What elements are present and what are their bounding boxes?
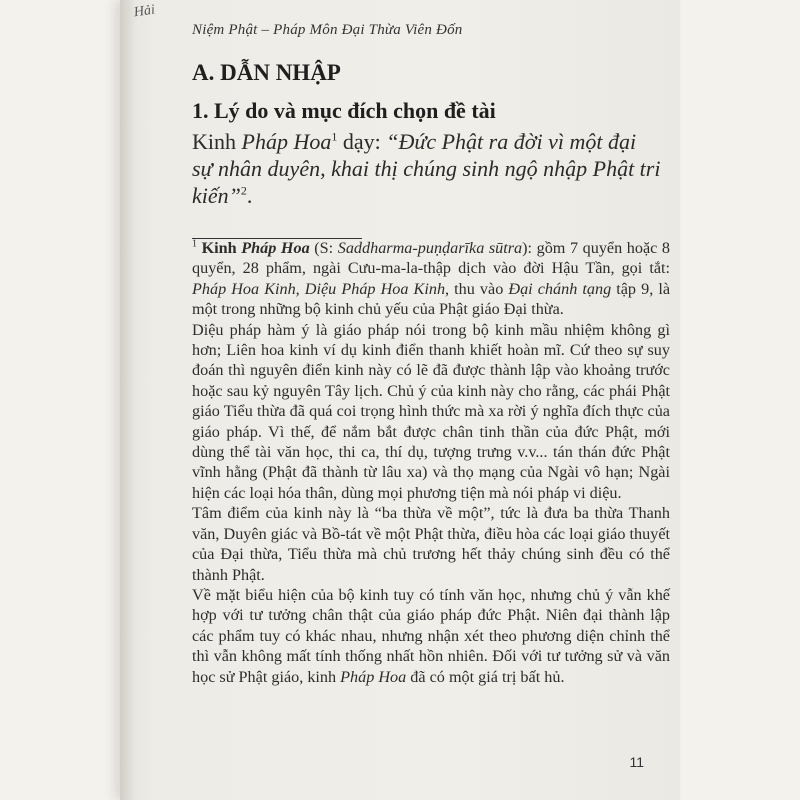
intro-paragraph bbox=[192, 128, 662, 209]
footnote-para-4 bbox=[192, 585, 670, 687]
intro-lead: Kinh bbox=[192, 129, 242, 154]
footnote-rest-2: , thu vào bbox=[445, 279, 509, 298]
footnote-marker: 1 bbox=[192, 238, 197, 250]
running-head: Niệm Phật – Pháp Môn Đại Thừa Viên Đốn bbox=[192, 22, 463, 38]
intro-end: . bbox=[246, 183, 253, 208]
corner-handwriting: Hải bbox=[132, 2, 156, 21]
intro-quote-close: ” bbox=[228, 183, 241, 208]
footnote-para-4-a: Về mặt biểu hiện của bộ kinh tuy có tính văn học, nhưng chủ ý vẫn khế hợp với tư tưởng chân thật của giáo pháp đức Phật. Niên đại thành lập các phẩm tuy có khác nhau, nhưng nhận xét theo phương diện chỉnh thể thì vẫn không mất tính thống nhất hồn nhiên. Đối với tư tưởng sử và văn học sử Phật giáo, kinh bbox=[192, 585, 670, 686]
footnote-alt-names: Pháp Hoa Kinh, Diệu Pháp Hoa Kinh bbox=[192, 279, 446, 298]
intro-verb: dạy: bbox=[337, 129, 387, 154]
footnote-para-4-b: đã có một giá trị bất hủ. bbox=[406, 667, 565, 686]
footnote-term bbox=[202, 239, 310, 257]
footnote-para-4-title: Pháp Hoa bbox=[340, 667, 407, 686]
book-page bbox=[120, 0, 680, 800]
section-heading: A. DẪN NHẬP bbox=[192, 60, 341, 85]
footnote-rest-1: ): gồm 7 quyển hoặc 8 quyển, 28 phẩm, ngài Cưu-ma-la-thập dịch vào đời Hậu Tần, gọi tắt: bbox=[192, 239, 670, 278]
footnote-term-b: Pháp Hoa bbox=[241, 239, 310, 257]
intro-sutra-title: Pháp Hoa bbox=[241, 129, 332, 154]
footnote-block bbox=[192, 238, 670, 687]
footnote-para-2: Diệu pháp hàm ý là giáo pháp nói trong bộ kinh mầu nhiệm không gì hơn; Liên hoa kinh ví dụ kinh điển thanh khiết hoàn mĩ. Cứ theo sự suy đoán thì nguyên điển kinh này có lẽ đã được thành lập vào khoảng trước hoặc sau kỷ nguyên Tây lịch. Chủ ý của kinh này cho rằng, các phái Phật giáo Tiểu thừa đã quá coi trọng hình thức mà xa rời ý nghĩa đích thực của giáo pháp. Vì thế, để nắm bắt được chân tinh thần của đức Phật, mới dùng thể tài văn học, thi ca, thí dụ, tượng trưng v.v... tán thán đức Phật vĩnh hằng (Phật đã thành từ lâu xa) và thọ mạng của Ngài vô hạn; Ngài hiện các loại hóa thân, dùng mọi phương tiện mà nói pháp vi diệu. bbox=[192, 320, 670, 502]
footnote-sanskrit: Saddharma-puṇḍarīka sūtra bbox=[337, 239, 523, 257]
sub-heading: 1. Lý do và mục đích chọn đề tài bbox=[192, 98, 496, 123]
footnote-term-a: Kinh bbox=[201, 239, 242, 257]
page-number: 11 bbox=[629, 754, 644, 770]
footnote-collection: Đại chánh tạng bbox=[508, 279, 612, 298]
intro-quote: “Đức Phật ra đời vì một đại sự nhân duyên, khai thị chúng sinh ngộ nhập Phật tri kiến bbox=[192, 129, 661, 208]
footnote-ref-1: 1 bbox=[331, 129, 338, 144]
footnote-open: (S: bbox=[309, 239, 338, 257]
page-spine-shadow bbox=[120, 0, 134, 800]
footnote-para-1 bbox=[192, 238, 670, 320]
footnote-rest-3: tập 9, là một trong những bộ kinh chủ yếu của Phật giáo Đại thừa. bbox=[192, 279, 671, 319]
footnote-para-3: Tâm điểm của kinh này là “ba thừa về một”, tức là đưa ba thừa Thanh văn, Duyên giác và Bồ-tát về một Phật thừa, điều hòa các loại giáo thuyết của Đại thừa, Tiểu thừa mà chủ trương hết thảy chúng sinh đều có thể thành Phật. bbox=[192, 504, 670, 584]
footnote-ref-2: 2 bbox=[240, 183, 247, 198]
